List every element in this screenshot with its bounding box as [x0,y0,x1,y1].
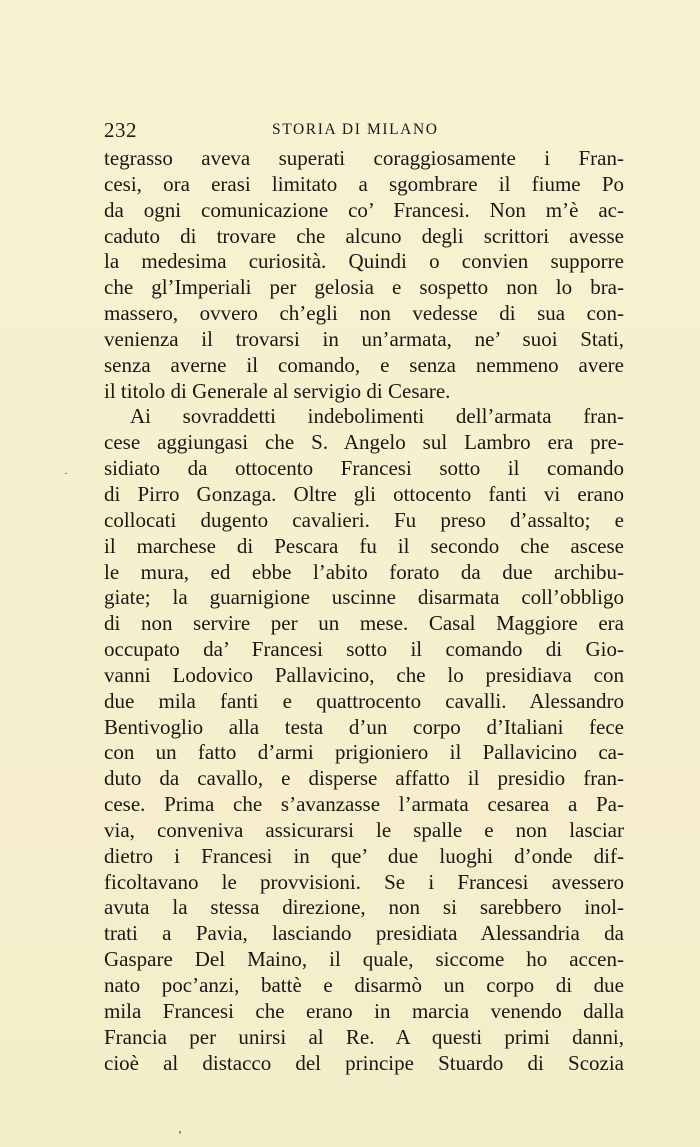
text-line: nato poc’anzi, battè e disarmò un corpo di due [104,973,624,997]
text-line: trati a Pavia, lasciando presidiata Alessandria da [104,921,624,946]
margin-dot-mark: · [64,466,68,480]
text-line: avuta la stessa direzione, non si sarebbero inol- [104,895,624,920]
text-line: cese. Prima che s’avanzasse l’armata cesarea a Pa- [104,792,624,817]
paragraph-1 [104,146,624,404]
text-line: massero, ovvero ch’egli non vedesse di sua con- [104,301,624,326]
page-number: 232 [104,118,137,142]
text-line: tegrasso aveva superati coraggiosamente i Fran- [104,146,624,170]
text-line: che gl’Imperiali per gelosia e sospetto non lo bra- [104,275,624,300]
text-line: via, conveniva assicurarsi le spalle e non lasciar [104,817,624,842]
text-line: duto da cavallo, e disperse affatto il presidio fran- [104,766,624,791]
text-line: due mila fanti e quattrocento cavalli. Alessandro [104,688,624,713]
text-line: Bentivoglio alla testa d’un corpo d’Italiani fece [104,714,624,739]
text-line: cesi, ora erasi limitato a sgombrare il fiume Po [104,171,624,196]
text-line: Gaspare Del Maino, il quale, siccome ho accen- [104,947,624,972]
page-header [104,118,624,144]
text-line: senza averne il comando, e senza nemmeno avere [104,352,624,377]
bottom-stroke-mark: ʼ [178,1128,182,1142]
text-line: Francia per unirsi al Re. A questi primi danni, [104,1024,624,1049]
text-line: le mura, ed ebbe l’abito forato da due archibu- [104,559,624,584]
text-line: Ai sovraddetti indebolimenti dell’armata fran- [130,404,624,429]
text-line: vanni Lodovico Pallavicino, che lo presidiava con [104,662,624,687]
text-line: mila Francesi che erano in marcia venendo dalla [104,998,624,1023]
text-line: venienza il trovarsi in un’armata, ne’ suoi Stati, [104,326,624,351]
text-line: cese aggiungasi che S. Angelo sul Lambro era pre- [104,430,624,455]
text-line: il titolo di Generale al servigio di Cesare. [104,378,451,403]
text-line: di non servire per un mese. Casal Maggiore era [104,611,624,636]
body-text [104,146,624,1076]
text-line: giate; la guarnigione uscinne disarmata coll’obbligo [104,585,624,610]
text-line: caduto di trovare che alcuno degli scrittori avesse [104,223,624,248]
text-line: di Pirro Gonzaga. Oltre gli ottocento fanti vi erano [104,481,624,506]
text-line: da ogni comunicazione co’ Francesi. Non m’è ac- [104,197,624,222]
text-line: occupato da’ Francesi sotto il comando di Gio- [104,637,624,662]
text-line: collocati dugento cavalieri. Fu preso d’assalto; e [104,507,624,532]
text-line: cioè al distacco del principe Stuardo di Scozia [104,1050,624,1075]
running-title: STORIA DI MILANO [272,121,439,138]
text-line: sidiato da ottocento Francesi sotto il comando [104,456,624,481]
text-line: con un fatto d’armi prigioniero il Pallavicino ca- [104,740,624,765]
paragraph-2 [104,404,624,1076]
text-line: la medesima curiosità. Quindi o convien supporre [104,249,624,274]
text-line: ficoltavano le provvisioni. Se i Francesi avessero [104,869,624,894]
text-line: dietro i Francesi in que’ due luoghi d’onde dif- [104,843,624,868]
text-line: il marchese di Pescara fu il secondo che ascese [104,533,624,558]
